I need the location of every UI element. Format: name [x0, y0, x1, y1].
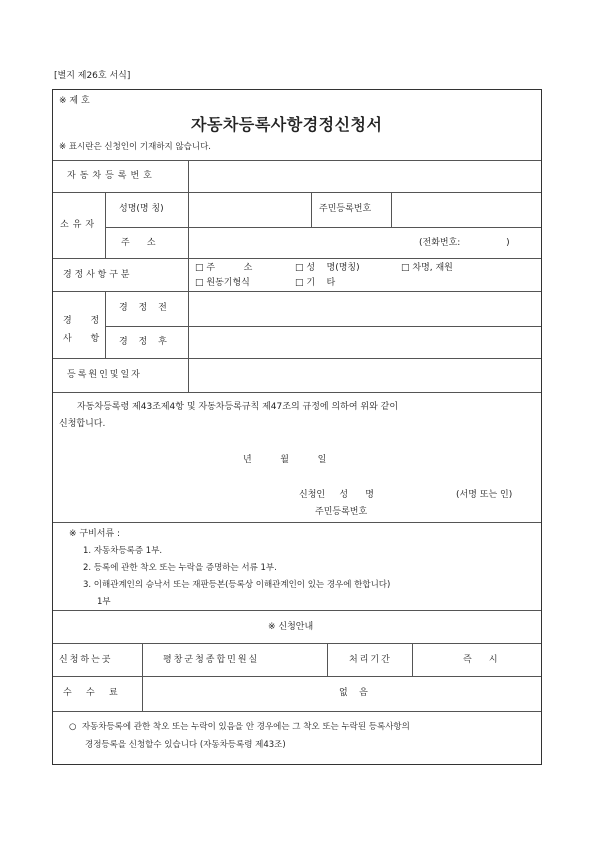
document-item-1: 1. 자동차등록증 1부.: [83, 546, 163, 556]
statement-line-1: 자동차등록령 제43조제4항 및 자동차등록규칙 제47조의 규정에 의하여 위와 같이: [77, 402, 399, 412]
documents-heading: ※ 구비서류 :: [69, 529, 121, 539]
applicant-resident-no-label: 주민등록번호: [315, 507, 368, 517]
phone-label: (전화번호: ): [419, 238, 510, 248]
owner-label: 소유자: [60, 220, 99, 230]
office-value: 평창군청종합민원실: [163, 655, 260, 665]
owner-name-label: 성명(명 칭): [119, 204, 164, 214]
document-item-3-cont: 1부: [97, 597, 111, 607]
checkbox-vehicle-spec[interactable]: □ 차명, 재원: [401, 263, 453, 273]
address-label: 주 소: [121, 238, 156, 248]
checkbox-engine-type[interactable]: □ 원동기형식: [195, 278, 250, 288]
resident-no-field[interactable]: [393, 194, 539, 225]
instruction-text: ※ 표시란은 신청인이 기재하지 않습니다.: [59, 142, 212, 152]
checkbox-other[interactable]: □ 기 타: [295, 278, 336, 288]
guide-note-line-1: ○ 자동차등록에 관한 착오 또는 누락이 있음을 안 경우에는 그 착오 또는 누락된 등록사항의: [69, 722, 410, 732]
receipt-number-label: ※ 제 호: [59, 96, 90, 106]
period-label: 처리기간: [349, 655, 392, 665]
before-label: 경 정 전: [119, 303, 171, 313]
reg-cause-date-label: 등록원인및일자: [67, 370, 142, 380]
owner-name-field[interactable]: [190, 194, 309, 225]
checkbox-address[interactable]: □ 주 소: [195, 263, 253, 273]
address-field[interactable]: [190, 229, 430, 256]
reg-number-field[interactable]: [190, 162, 539, 190]
checkbox-other-label: 기 타: [306, 278, 336, 288]
correction-items-label: 경 정 사 항: [63, 316, 108, 344]
fee-label: 수 수 료: [63, 688, 118, 698]
resident-no-label: 주민등록번호: [319, 204, 372, 214]
application-date: 년 월 일: [243, 455, 327, 465]
guide-heading: ※ 신청안내: [268, 622, 314, 632]
checkbox-engine-type-label: 원동기형식: [206, 278, 250, 288]
signature-label: (서명 또는 인): [456, 490, 513, 500]
document-item-2: 2. 등록에 관한 착오 또는 누락을 증명하는 서류 1부.: [83, 563, 277, 573]
correction-type-label: 경 정 사 항 구 분: [63, 270, 130, 280]
checkbox-name-label: 성 명(명칭): [306, 263, 360, 273]
period-value: 즉 시: [463, 655, 498, 665]
document-item-3: 3. 이해관계인의 승낙서 또는 재판등본(등록상 이해관계인이 있는 경우에 한합니다): [83, 580, 391, 590]
checkbox-name[interactable]: □ 성 명(명칭): [295, 263, 360, 273]
after-label: 경 정 후: [119, 337, 171, 347]
form-number: [별지 제26호 서식]: [54, 71, 131, 81]
reg-number-label: 자동차등록번호: [67, 171, 156, 181]
checkbox-vehicle-spec-label: 차명, 재원: [412, 263, 453, 273]
applicant-name-label: 신청인 성 명: [299, 490, 374, 500]
reg-cause-date-field[interactable]: [190, 360, 539, 390]
before-field[interactable]: [190, 293, 539, 324]
statement-line-2: 신청합니다.: [59, 419, 106, 429]
guide-note-line-2: 경정등록을 신청할수 있습니다 (자동차등록령 제43조): [85, 740, 286, 750]
office-label: 신청하는곳: [59, 655, 113, 665]
form-title: 자동차등록사항경정신청서: [191, 115, 383, 134]
application-form: [52, 89, 542, 765]
after-field[interactable]: [190, 328, 539, 356]
checkbox-address-label: 주 소: [206, 263, 253, 273]
fee-value: 없 음: [339, 688, 368, 698]
